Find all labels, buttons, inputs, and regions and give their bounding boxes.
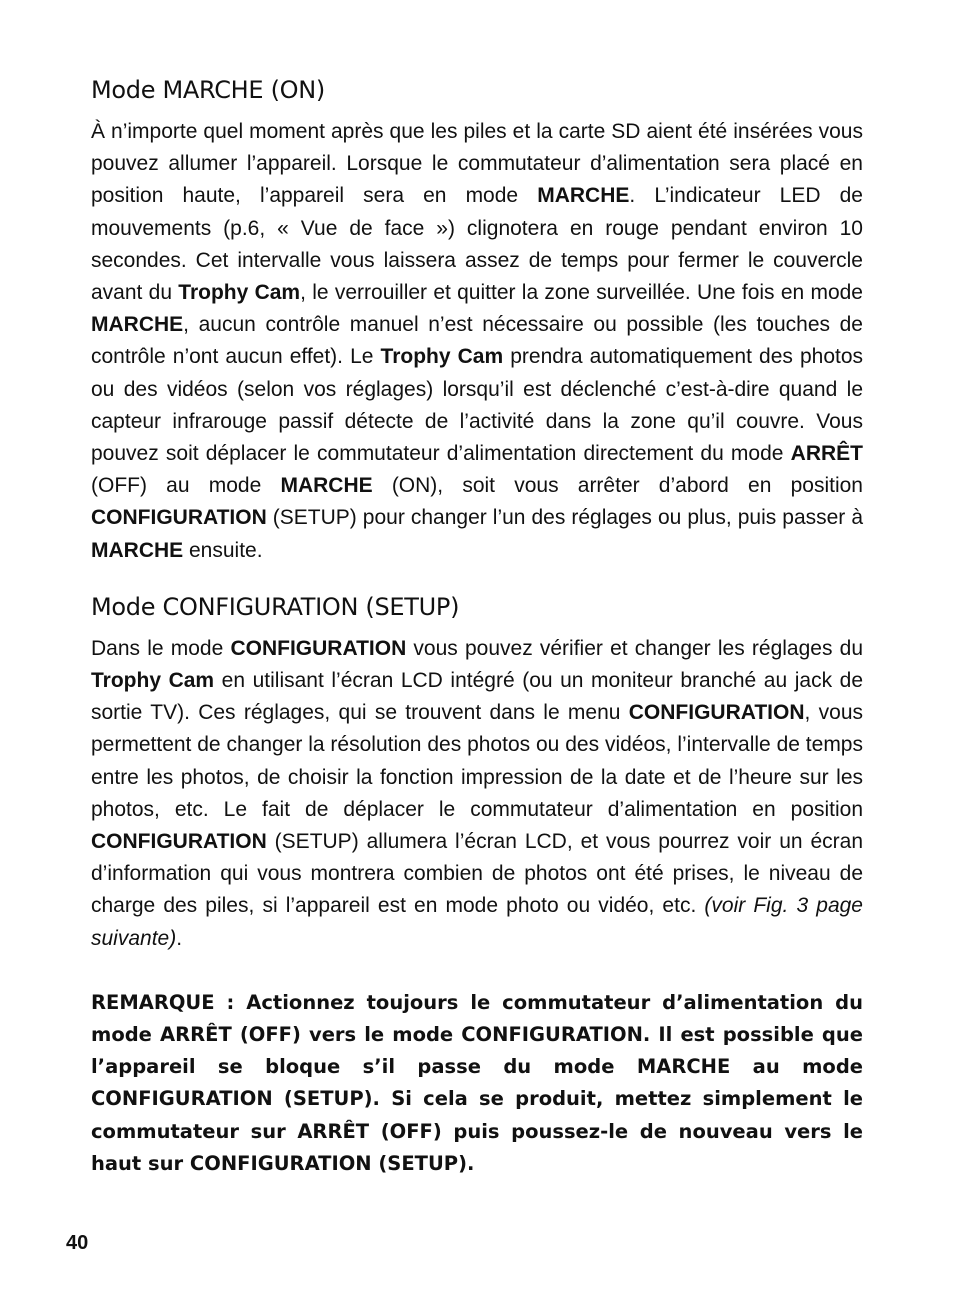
text-run: prendra automatiquement des photos ou des vidéos (selon vos réglages) lorsqu’il est déclenché c’est-à-dire quand le capteur infrarouge passif détecte de l’activité dans la zone qu’il couvre. Vous pouvez soit déplacer le commutateur d’alimentation directement du mode: [91, 345, 864, 466]
bold-term: CONFIGURATION: [91, 830, 267, 854]
section-title-configuration: Mode CONFIGURATION (SETUP): [91, 592, 460, 621]
page-content: [91, 76, 863, 1180]
bold-term: MARCHE: [91, 538, 184, 562]
section-title-marche: Mode MARCHE (ON): [91, 76, 325, 104]
bold-term: Trophy Cam: [91, 669, 215, 693]
paragraph-marche: [91, 116, 863, 567]
bold-term: MARCHE: [537, 184, 630, 208]
text-run: . L’indicateur LED de mouvements (p.6, « Vue de face ») clignotera en rouge pendant environ 10 secondes. Cet intervalle vous laissera assez de temps pour fermer le couvercle avant du: [91, 184, 863, 305]
bold-term: CONFIGURATION: [628, 701, 805, 725]
text-run: (ON), soit vous arrêter d’abord en position: [372, 474, 863, 498]
bold-term: Trophy Cam: [178, 281, 301, 305]
text-run: , le verrouiller et quitter la zone surveillée. Une fois en mode: [300, 281, 863, 305]
page-number: 40: [66, 1232, 89, 1254]
figure-reference: (voir Fig. 3 page suivante): [91, 894, 863, 950]
text-run: (SETUP) allumera l’écran LCD, et vous pourrez voir un écran d’information qui vous montrera combien de photos ont été prises, le niveau de charge des piles, si l’appareil est en mode photo ou vidéo, etc.: [91, 830, 863, 918]
bold-term: ARRÊT: [790, 442, 863, 466]
text-run: ensuite.: [183, 538, 263, 562]
paragraph-configuration: [91, 633, 863, 955]
bold-term: MARCHE: [91, 313, 184, 337]
remark-note: REMARQUE : Actionnez toujours le commutateur d’alimentation du mode ARRÊT (OFF) vers le mode CONFIGURATION. Il est possible que l’appareil se bloque s’il passe du mode MARCHE au mode CONFIGURATION (SETUP). Si cela se produit, mettez simplement le commutateur sur ARRÊT (OFF) puis poussez-le de nouveau vers le haut sur CONFIGURATION (SETUP).: [91, 990, 863, 1175]
bold-term: MARCHE: [280, 474, 373, 498]
text-run: À n’importe quel moment après que les piles et la carte SD aient été insérées vous pouvez allumer l’appareil. Lorsque le commutateur d’alimentation sera placé en position haute, l’appareil sera en mode: [91, 120, 863, 208]
text-run: vous pouvez vérifier et changer les réglages du: [406, 636, 863, 660]
text-run: , aucun contrôle manuel n’est nécessaire ou possible (les touches de contrôle n’ont aucun effet). Le: [91, 313, 863, 369]
text-run: , vous permettent de changer la résolution des photos ou des vidéos, l’intervalle de temps entre les photos, de choisir la fonction impression de la date et de l’heure sur les photos, etc. Le fait de déplacer le commutateur d’alimentation en position: [91, 701, 863, 821]
text-run: en utilisant l’écran LCD intégré (ou un moniteur branché au jack de sortie TV). Ces réglages, qui se trouvent dans le menu: [91, 669, 864, 725]
text-run: (OFF) au mode: [91, 474, 281, 498]
text-run: .: [176, 926, 183, 950]
text-run: Dans le mode: [91, 636, 231, 660]
bold-term: CONFIGURATION: [230, 636, 407, 660]
bold-term: Trophy Cam: [380, 345, 504, 369]
bold-term: CONFIGURATION: [91, 506, 267, 530]
text-run: (SETUP) pour changer l’un des réglages ou plus, puis passer à: [266, 506, 863, 530]
